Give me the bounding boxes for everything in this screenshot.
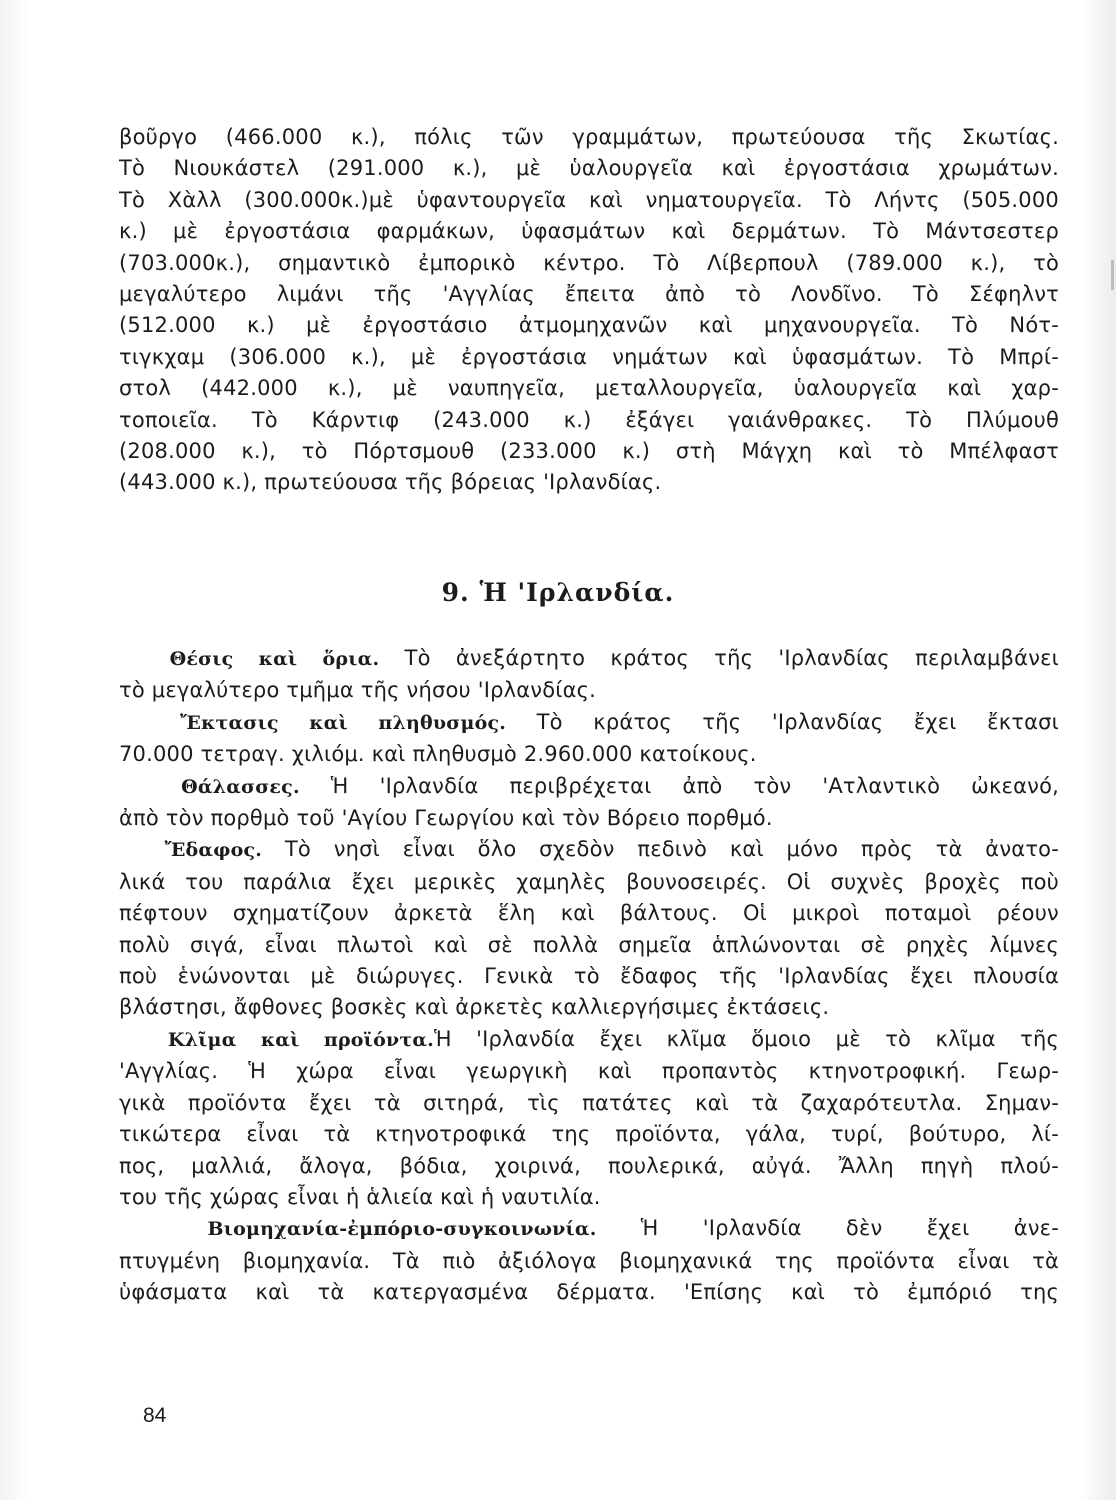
text-line: ὑφάσματα καὶ τὰ κατεργασμένα δέρματα. 'Επίσης καὶ τὸ ἐμπόριό της (119, 1280, 1059, 1305)
text-line: πος, μαλλιά, ἄλογα, βόδια, χοιρινά, πουλερικά, αὐγά. Ἄλλη πηγὴ πλού- (119, 1153, 1059, 1178)
text-line: τικώτερα εἶναι τὰ κτηνοτροφικά της προϊόντα, γάλα, τυρί, βούτυρο, λί- (119, 1122, 1059, 1147)
text-line: γικὰ προϊόντα ἔχει τὰ σιτηρά, τὶς πατάτες καὶ τὰ ζαχαρότευτλα. Σημαν- (119, 1090, 1059, 1115)
text-line: μεγαλύτερο λιμάνι τῆς 'Αγγλίας ἔπειτα ἀπὸ τὸ Λονδῖνο. Τὸ Σέφηλντ (119, 282, 1059, 307)
text-line: (443.000 κ.), πρωτεύουσα τῆς βόρειας 'Ιρλανδίας. (119, 470, 662, 495)
sections-body (119, 643, 1059, 1309)
section-lead-area: Ἔκτασις καὶ πληθυσμός. (180, 711, 507, 734)
text-line: (512.000 κ.) μὲ ἐργοστάσιο ἀτμομηχανῶν καὶ μηχανουργεῖα. Τὸ Νότ- (119, 313, 1059, 338)
text-line: Τὸ Χὰλλ (300.000κ.)μὲ ὑφαντουργεῖα καὶ νηματουργεῖα. Τὸ Λήντς (505.000 (119, 187, 1059, 212)
text-line: βοῦργο (466.000 κ.), πόλις τῶν γραμμάτων, πρωτεύουσα τῆς Σκωτίας. (119, 125, 1059, 149)
text-line: Τὸ Νιουκάστελ (291.000 κ.), μὲ ὑαλουργεῖα καὶ ἐργοστάσια χρωμάτων. (119, 156, 1059, 181)
section-lead-position: Θέσις καὶ ὅρια. (169, 648, 380, 670)
text-line (119, 771, 1059, 803)
text-line: (208.000 κ.), τὸ Πόρτσμουθ (233.000 κ.) στὴ Μάγχη καὶ τὸ Μπέλφαστ (119, 439, 1059, 464)
text-line (119, 1213, 1059, 1245)
text-line (119, 1024, 1059, 1056)
text-line: του τῆς χώρας εἶναι ἡ ἁλιεία καὶ ἡ ναυτιλία. (119, 1184, 601, 1209)
text-line: ἀπὸ τὸν πορθμὸ τοῦ 'Αγίου Γεωργίου καὶ τὸν Βόρειο πορθμό. (119, 806, 773, 831)
text-line: πτυγμένη βιομηχανία. Τὰ πιὸ ἀξιόλογα βιομηχανικά της προϊόντα εἶναι τὰ (119, 1248, 1059, 1273)
text-line (119, 643, 1059, 675)
text-line (119, 707, 1059, 739)
text-run: Ἡ 'Ιρλανδία ἔχει κλῖμα ὅμοιο μὲ τὸ κλῖμα τῆς (433, 1026, 1059, 1051)
text-line: τοποιεῖα. Τὸ Κάρντιφ (243.000 κ.) ἐξάγει γαιάνθρακες. Τὸ Πλύμουθ (119, 407, 1059, 432)
text-run: Ἡ 'Ιρλανδία περιβρέχεται ἀπὸ τὸν 'Ατλαντικὸ ὠκεανό, (299, 773, 1059, 798)
text-line: κ.) μὲ ἐργοστάσια φαρμάκων, ὑφασμάτων καὶ δερμάτων. Τὸ Μάντσεστερ (119, 219, 1059, 244)
text-line: τὸ μεγαλύτερο τμῆμα τῆς νήσου 'Ιρλανδίας. (119, 678, 597, 703)
text-run: Ἡ 'Ιρλανδία δὲν ἔχει ἀνε- (596, 1216, 1059, 1241)
section-heading: 9. Ἡ 'Ιρλανδία. (441, 578, 675, 607)
text-line: στολ (442.000 κ.), μὲ ναυπηγεῖα, μεταλλουργεῖα, ὑαλουργεῖα καὶ χαρ- (119, 376, 1059, 401)
text-line: (703.000κ.), σημαντικὸ ἐμπορικὸ κέντρο. Τὸ Λίβερπουλ (789.000 κ.), τὸ (119, 250, 1059, 275)
text-line: λικά του παράλια ἔχει μερικὲς χαμηλὲς βουνοσειρές. Οἱ συχνὲς βροχὲς ποὺ (119, 869, 1059, 894)
text-run: Τὸ ἀνεξάρτητο κράτος τῆς 'Ιρλανδίας περιλαμβάνει (379, 646, 1059, 670)
section-lead-industry: Βιομηχανία-ἐμπόριο-συγκοινωνία. (207, 1218, 597, 1241)
text-line: βλάστησι, ἄφθονες βοσκὲς καὶ ἀρκετὲς καλλιεργήσιμες ἐκτάσεις. (119, 995, 830, 1020)
intro-paragraph (119, 122, 1059, 499)
text-line: πέφτουν σχηματίζουν ἀρκετὰ ἕλη καὶ βάλτους. Οἱ μικροὶ ποταμοὶ ρέουν (119, 901, 1059, 926)
text-line (119, 834, 1059, 866)
text-run: Τὸ κράτος τῆς 'Ιρλανδίας ἔχει ἔκτασι (506, 709, 1059, 734)
text-line: τιγκχαμ (306.000 κ.), μὲ ἐργοστάσια νημάτων καὶ ὑφασμάτων. Τὸ Μπρί- (119, 344, 1059, 369)
scan-edge-mark (1111, 260, 1114, 290)
text-line: 70.000 τετραγ. χιλιόμ. καὶ πληθυσμὸ 2.960.000 κατοίκους. (119, 742, 757, 767)
text-line: 'Αγγλίας. Ἡ χώρα εἶναι γεωργικὴ καὶ προπαντὸς κτηνοτροφική. Γεωρ- (119, 1059, 1059, 1084)
text-line: ποὺ ἑνώνονται μὲ διώρυγες. Γενικὰ τὸ ἔδαφος τῆς 'Ιρλανδίας ἔχει πλουσία (119, 964, 1059, 989)
text-line: πολὺ σιγά, εἶναι πλωτοὶ καὶ σὲ πολλὰ σημεῖα ἁπλώνονται σὲ ρηχὲς λίμνες (119, 932, 1059, 957)
section-lead-seas: Θάλασσες. (181, 775, 300, 798)
section-lead-soil: Ἔδαφος. (164, 839, 263, 862)
page-number: 84 (143, 1404, 167, 1427)
text-run: Τὸ νησὶ εἶναι ὅλο σχεδὸν πεδινὸ καὶ μόνο πρὸς τὰ ἀνατο- (262, 837, 1059, 862)
section-lead-climate: Κλῖμα καὶ προϊόντα. (167, 1028, 434, 1051)
